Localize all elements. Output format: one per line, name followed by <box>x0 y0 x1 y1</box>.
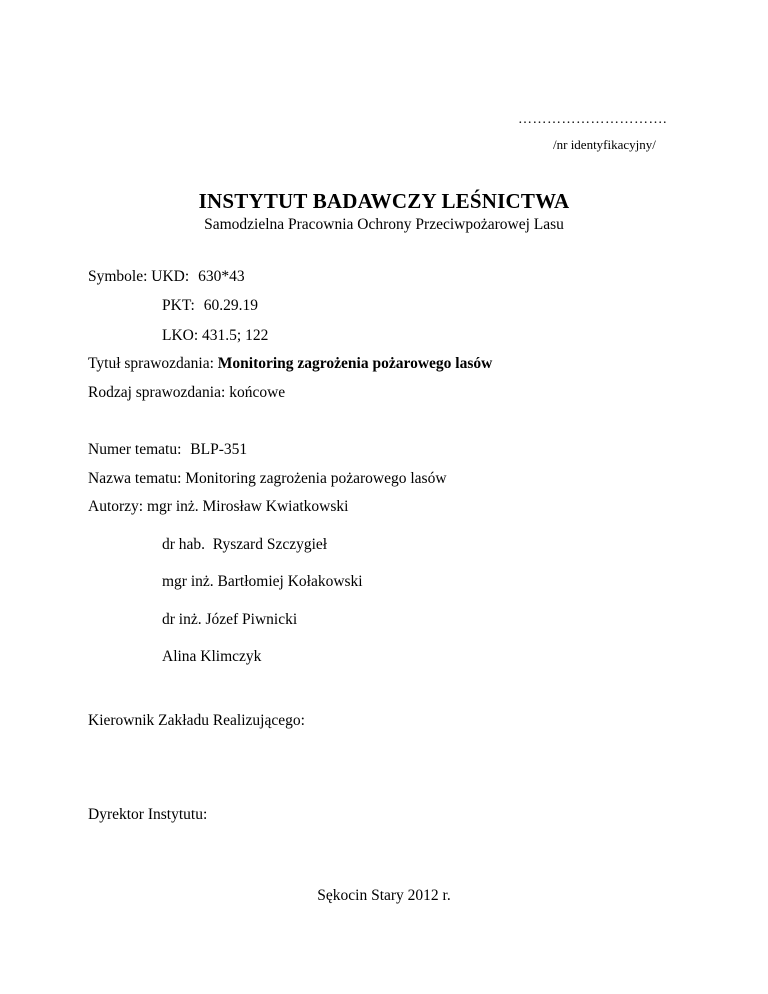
lko-label: LKO: <box>162 327 199 344</box>
topic-name-value: Monitoring zagrożenia pożarowego lasów <box>185 470 447 487</box>
topic-number-line <box>88 441 247 459</box>
report-title-label: Tytuł sprawozdania: <box>88 355 214 372</box>
pkt-value: 60.29.19 <box>203 297 258 314</box>
symbols-ukd-line <box>88 268 245 286</box>
id-number-label: /nr identyfikacyjny/ <box>553 137 656 152</box>
report-title-value: Monitoring zagrożenia pożarowego lasów <box>217 355 493 372</box>
lko-value: 431.5; 122 <box>202 327 269 344</box>
topic-number-label: Numer tematu: <box>88 441 182 458</box>
authors-line <box>88 498 348 516</box>
author-name: dr hab. Ryszard Szczygieł <box>162 536 328 553</box>
report-type-value: końcowe <box>229 384 286 401</box>
department-name: Samodzielna Pracownia Ochrony Przeciwpożarowej Lasu <box>204 216 564 233</box>
topic-name-line <box>88 470 447 488</box>
symbols-label: Symbole: <box>88 268 148 285</box>
symbols-pkt-line <box>162 297 258 315</box>
ukd-value: 630*43 <box>198 268 245 285</box>
institute-name: INSTYTUT BADAWCZY LEŚNICTWA <box>198 189 570 213</box>
author-name: dr inż. Józef Piwnicki <box>162 611 298 628</box>
author-name: mgr inż. Bartłomiej Kołakowski <box>162 573 363 590</box>
authors-label: Autorzy: <box>88 498 144 515</box>
report-type-label: Rodzaj sprawozdania: <box>88 384 226 401</box>
ukd-label: UKD: <box>151 268 190 285</box>
report-title-line <box>88 355 492 373</box>
id-number-dots: …………………………. <box>518 112 667 127</box>
author-name: Alina Klimczyk <box>162 648 262 665</box>
topic-number-value: BLP-351 <box>190 441 248 458</box>
head-of-department-label: Kierownik Zakładu Realizującego: <box>88 712 305 729</box>
director-label: Dyrektor Instytutu: <box>88 806 208 823</box>
topic-name-label: Nazwa tematu: <box>88 470 182 487</box>
author-name: mgr inż. Mirosław Kwiatkowski <box>146 498 349 515</box>
place-date: Sękocin Stary 2012 r. <box>317 887 451 904</box>
pkt-label: PKT: <box>162 297 195 314</box>
report-type-line <box>88 384 285 402</box>
symbols-lko-line <box>162 327 268 345</box>
